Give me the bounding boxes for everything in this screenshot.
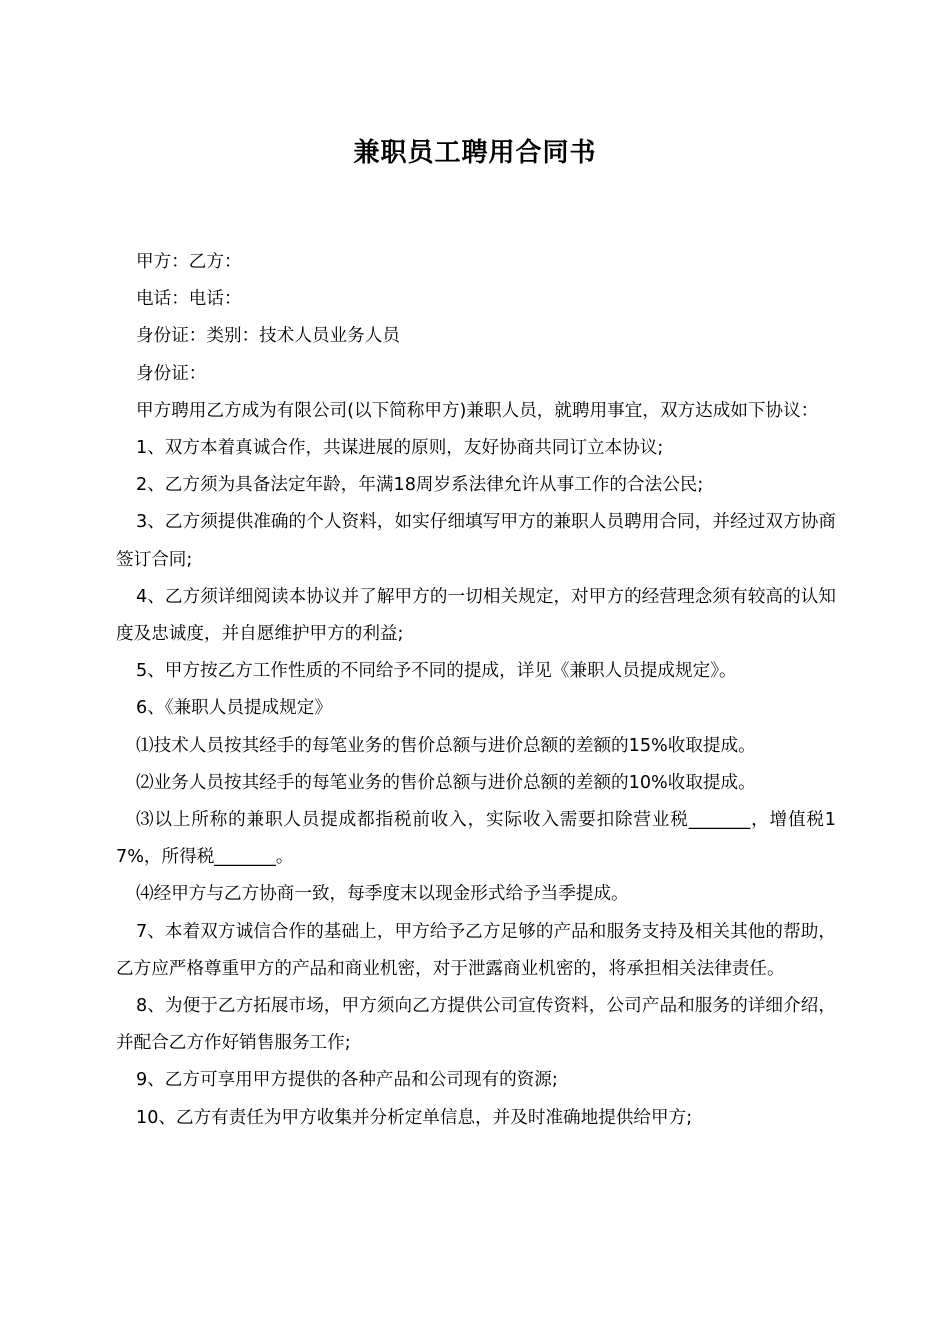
id-category-line: 身份证：类别：技术人员业务人员 <box>136 326 400 347</box>
clause-6-item-3: ⑶以上所称的兼职人员提成都指税前收入，实际收入需要扣除营业税_______，增值税17%，所得税_______。 <box>116 810 836 868</box>
clause-6-item-4: ⑷经甲方与乙方协商一致，每季度末以现金形式给予当季提成。 <box>136 884 629 905</box>
clause-2: 2、乙方须为具备法定年龄，年满18周岁系法律允许从事工作的合法公民; <box>136 475 704 496</box>
clause-6-item-2: ⑵业务人员按其经手的每笔业务的售价总额与进价总额的差额的10%收取提成。 <box>136 772 756 793</box>
id-line: 身份证： <box>136 363 207 384</box>
clause-8: 8、为便于乙方拓展市场，甲方须向乙方提供公司宣传资料，公司产品和服务的详细介绍，并配合乙方作好销售服务工作; <box>116 996 836 1054</box>
clause-7: 7、本着双方诚信合作的基础上，甲方给予乙方足够的产品和服务支持及相关其他的帮助，乙方应严格尊重甲方的产品和商业机密，对于泄露商业机密的，将承担相关法律责任。 <box>116 921 836 979</box>
party-names-line: 甲方：乙方： <box>136 252 242 272</box>
preamble-paragraph: 甲方聘用乙方成为有限公司(以下简称甲方)兼职人员，就聘用事宜，双方达成如下协议： <box>136 400 819 421</box>
clause-1: 1、双方本着真诚合作，共谋进展的原则，友好协商共同订立本协议; <box>136 438 664 459</box>
clause-6: 6、《兼职人员提成规定》 <box>136 698 332 719</box>
phone-line: 电话：电话： <box>136 289 242 310</box>
clause-4: 4、乙方须详细阅读本协议并了解甲方的一切相关规定，对甲方的经营理念须有较高的认知度及忠诚度，并自愿维护甲方的利益; <box>116 586 836 645</box>
document-title: 兼职员工聘用合同书 <box>353 138 597 168</box>
clause-10: 10、乙方有责任为甲方收集并分析定单信息，并及时准确地提供给甲方; <box>136 1107 693 1128</box>
clause-9: 9、乙方可享用甲方提供的各种产品和公司现有的资源; <box>136 1070 558 1091</box>
document-body <box>116 244 836 1137</box>
clause-3: 3、乙方须提供准确的个人资料，如实仔细填写甲方的兼职人员聘用合同，并经过双方协商签订合同; <box>116 512 836 570</box>
clause-5: 5、甲方按乙方工作性质的不同给予不同的提成，详见《兼职人员提成规定》。 <box>136 661 737 682</box>
clause-6-item-1: ⑴技术人员按其经手的每笔业务的售价总额与进价总额的差额的15%收取提成。 <box>136 735 756 756</box>
